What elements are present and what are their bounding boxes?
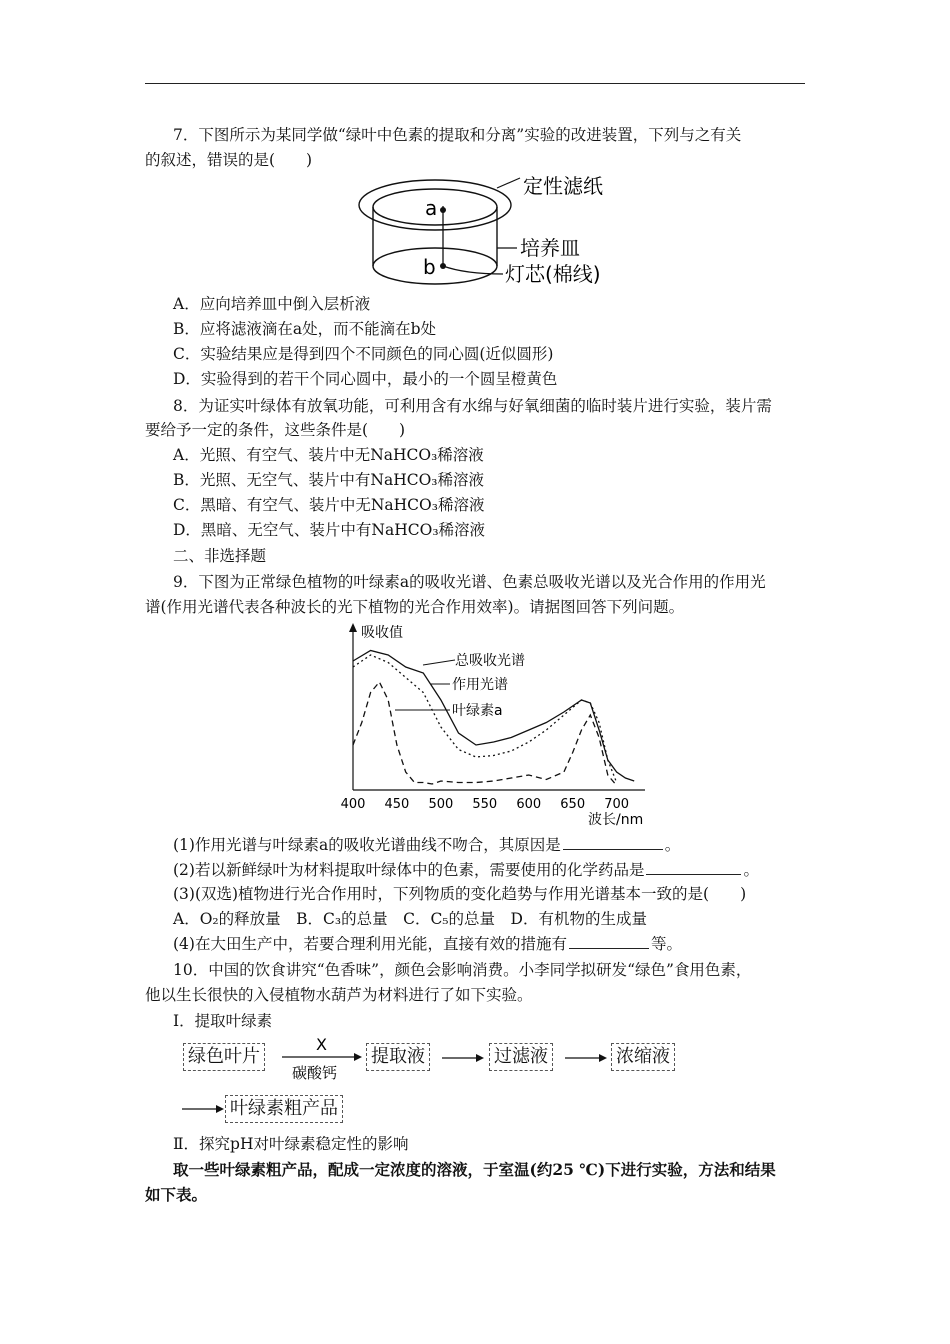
flow-step-concentrate: 浓缩液 bbox=[611, 1043, 675, 1071]
q9-sub3-options: A．O₂的释放量 B．C₃的总量 C．C₅的总量 D．有机物的生成量 bbox=[173, 910, 647, 928]
x-tick-label: 600 bbox=[516, 797, 542, 812]
x-tick-label: 400 bbox=[340, 797, 366, 812]
q9-sub2 bbox=[173, 860, 838, 880]
legend-label-2: 作用光谱 bbox=[452, 677, 508, 693]
fig-label-a: a bbox=[425, 196, 438, 220]
x-tick-label: 450 bbox=[384, 797, 410, 812]
q9-sub1-end: 。 bbox=[664, 836, 681, 854]
q10-para-line1: 取一些叶绿素粗产品，配成一定浓度的溶液，于室温(约25 ℃)下进行实验，方法和结果 bbox=[173, 1160, 776, 1179]
spectrum-chart bbox=[330, 620, 660, 830]
fig-label-filter: 定性滤纸 bbox=[523, 174, 603, 198]
fig-label-wick: 灯芯(棉线) bbox=[505, 262, 601, 286]
q9-sub4-text: (4)在大田生产中，若要合理利用光能，直接有效的措施有 bbox=[173, 935, 567, 953]
flow-arrow-x bbox=[278, 1030, 364, 1086]
q9-sub4-end: 等。 bbox=[650, 935, 682, 953]
q10-para-line2: 如下表。 bbox=[145, 1185, 208, 1204]
q9-sub4 bbox=[173, 934, 838, 954]
q7-stem-line2: 的叙述，错误的是( ) bbox=[145, 151, 313, 169]
q9-sub2-end: 。 bbox=[743, 861, 759, 879]
y-axis-label: 吸收值 bbox=[361, 625, 403, 641]
q9-sub1-text: (1)作用光谱与叶绿素a的吸收光谱曲线不吻合，其原因是 bbox=[173, 836, 561, 854]
q9-stem-line1: 9．下图为正常绿色植物的叶绿素a的吸收光谱、色素总吸收光谱以及光合作用的作用光 bbox=[173, 573, 766, 591]
q9-stem-line2: 谱(作用光谱代表各种波长的光下植物的光合作用效率)。请据图回答下列问题。 bbox=[145, 598, 685, 616]
q10-stem-line1: 10．中国的饮食讲究“色香味”，颜色会影响消费。小李同学拟研发“绿色”食用色素， bbox=[173, 961, 752, 979]
y-axis-arrow bbox=[349, 623, 357, 632]
q8-option-d: D．黑暗、无空气、装片中有NaHCO₃稀溶液 bbox=[173, 521, 486, 539]
header-rule bbox=[145, 83, 805, 84]
legend-label-3: 叶绿素a bbox=[452, 703, 503, 719]
legend-label-1: 总吸收光谱 bbox=[455, 653, 525, 669]
x-tick-label: 650 bbox=[560, 797, 586, 812]
x-axis-label: 波长/nm bbox=[588, 812, 644, 828]
q7-option-a: A．应向培养皿中倒入层析液 bbox=[173, 295, 371, 313]
q7-option-d: D．实验得到的若干个同心圆中，最小的一个圆呈橙黄色 bbox=[173, 370, 558, 388]
q9-sub2-text: (2)若以新鲜绿叶为材料提取叶绿体中的色素，需要使用的化学药品是 bbox=[173, 861, 645, 879]
q9-sub1 bbox=[173, 835, 838, 855]
section-heading: 二、非选择题 bbox=[173, 547, 267, 565]
flow-arrow-top-label: X bbox=[316, 1035, 327, 1054]
flow-step-filtrate: 过滤液 bbox=[489, 1043, 553, 1071]
flow-step-green-leaves: 绿色叶片 bbox=[183, 1043, 265, 1071]
flow-step-extract: 提取液 bbox=[366, 1043, 430, 1071]
x-tick-label: 500 bbox=[428, 797, 454, 812]
q10-stem-line2: 他以生长很快的入侵植物水葫芦为材料进行了如下实验。 bbox=[145, 986, 533, 1004]
flow-step-crude-product: 叶绿素粗产品 bbox=[225, 1095, 343, 1123]
series-line-3 bbox=[353, 682, 617, 786]
legend-leader-1 bbox=[423, 660, 455, 665]
flow-arrow-bottom-label: 碳酸钙 bbox=[292, 1064, 338, 1082]
q10-part1-heading: Ⅰ．提取叶绿素 bbox=[173, 1012, 273, 1030]
fig-label-b: b bbox=[423, 255, 436, 279]
x-tick-label: 550 bbox=[472, 797, 498, 812]
q7-apparatus-figure bbox=[355, 170, 645, 288]
q7-option-c: C．实验结果应是得到四个不同颜色的同心圆(近似圆形) bbox=[173, 345, 554, 363]
q8-option-b: B．光照、无空气、装片中有NaHCO₃稀溶液 bbox=[173, 471, 484, 489]
q9-sub4-blank[interactable] bbox=[569, 934, 649, 949]
q9-sub1-blank[interactable] bbox=[563, 835, 663, 850]
q9-sub3: (3)(双选)植物进行光合作用时，下列物质的变化趋势与作用光谱基本一致的是( ) bbox=[173, 885, 747, 903]
flow-arrow-2 bbox=[440, 1048, 486, 1068]
q9-sub2-blank[interactable] bbox=[646, 860, 741, 875]
q7-option-b: B．应将滤液滴在a处，而不能滴在b处 bbox=[173, 320, 437, 338]
q8-stem-line2: 要给予一定的条件，这些条件是( ) bbox=[145, 421, 406, 439]
q8-option-a: A．光照、有空气、装片中无NaHCO₃稀溶液 bbox=[173, 446, 484, 464]
flow-arrow-3 bbox=[563, 1048, 609, 1068]
flow-arrow-4 bbox=[180, 1099, 226, 1119]
x-tick-label: 700 bbox=[604, 797, 630, 812]
q8-stem-line1: 8．为证实叶绿体有放氧功能，可利用含有水绵与好氧细菌的临时装片进行实验，装片需 bbox=[173, 397, 772, 415]
q8-option-c: C．黑暗、有空气、装片中无NaHCO₃稀溶液 bbox=[173, 496, 485, 514]
q7-stem-line1: 7．下图所示为某同学做“绿叶中色素的提取和分离”实验的改进装置，下列与之有关 bbox=[173, 126, 742, 144]
q10-part2-heading: Ⅱ．探究pH对叶绿素稳定性的影响 bbox=[173, 1135, 409, 1153]
fig-label-dish: 培养皿 bbox=[520, 236, 580, 260]
